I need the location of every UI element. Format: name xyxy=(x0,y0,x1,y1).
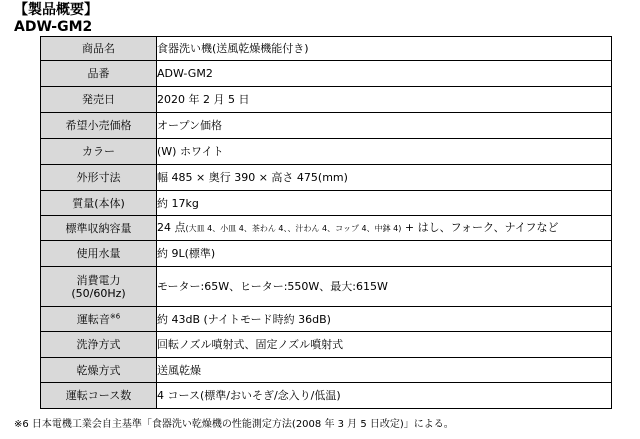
row-value: モーター:65W、ヒーター:550W、最大:615W xyxy=(157,267,612,307)
table-row xyxy=(41,383,612,409)
table-row xyxy=(41,191,612,216)
capacity-extras: + はし、フォーク、ナイフなど xyxy=(401,221,559,234)
power-frequency-label: (50/60Hz) xyxy=(71,286,126,300)
row-value: ADW-GM2 xyxy=(157,61,612,87)
noise-label: 運転音 xyxy=(76,312,110,326)
table-row xyxy=(41,113,612,139)
table-row xyxy=(41,61,612,87)
power-label: 消費電力 xyxy=(76,273,121,287)
row-value: 送風乾燥 xyxy=(157,358,612,383)
row-value: 回転ノズル噴射式、固定ノズル噴射式 xyxy=(157,332,612,358)
row-label: 乾燥方式 xyxy=(41,358,157,383)
row-label: 使用水量 xyxy=(41,241,157,267)
table-row xyxy=(41,267,612,307)
table-row xyxy=(41,139,612,165)
row-label xyxy=(41,307,157,332)
row-value: 4 コース(標準/おいそぎ/念入り/低温) xyxy=(157,383,612,409)
row-label: 質量(本体) xyxy=(41,191,157,216)
table-row xyxy=(41,87,612,113)
table-row xyxy=(41,307,612,332)
model-number-heading: ADW-GM2 xyxy=(14,19,93,35)
table-row xyxy=(41,241,612,267)
row-label: 品番 xyxy=(41,61,157,87)
row-value: 幅 485 × 奥行 390 × 高さ 475(mm) xyxy=(157,165,612,191)
row-label: 標準収納容量 xyxy=(41,216,157,241)
row-value: 食器洗い機(送風乾燥機能付き) xyxy=(157,37,612,61)
table-row xyxy=(41,332,612,358)
row-label: 運転コース数 xyxy=(41,383,157,409)
row-value: (W) ホワイト xyxy=(157,139,612,165)
footnote: ※6 日本電機工業会自主基準「食器洗い乾燥機の性能測定方法(2008 年 3 月 5 日改定)」による。 xyxy=(14,419,454,430)
capacity-breakdown: (大皿 4、小皿 4、茶わん 4、、汁わん 4、コップ 4、中鉢 4) xyxy=(185,224,402,233)
footnote-marker: ※6 xyxy=(109,311,121,320)
table-row xyxy=(41,165,612,191)
spec-table xyxy=(40,36,612,409)
row-value: 2020 年 2 月 5 日 xyxy=(157,87,612,113)
row-label: 商品名 xyxy=(41,37,157,61)
row-label: 外形寸法 xyxy=(41,165,157,191)
row-value: 約 17kg xyxy=(157,191,612,216)
row-value xyxy=(157,216,612,241)
row-value: オープン価格 xyxy=(157,113,612,139)
table-row xyxy=(41,37,612,61)
row-value: 約 43dB (ナイトモード時約 36dB) xyxy=(157,307,612,332)
row-label xyxy=(41,267,157,307)
capacity-count: 24 点 xyxy=(157,221,186,234)
row-label: 発売日 xyxy=(41,87,157,113)
section-heading: 【製品概要】 xyxy=(14,2,98,18)
row-label: 洗浄方式 xyxy=(41,332,157,358)
row-label: カラー xyxy=(41,139,157,165)
row-label: 希望小売価格 xyxy=(41,113,157,139)
table-row xyxy=(41,358,612,383)
row-value: 約 9L(標準) xyxy=(157,241,612,267)
table-row xyxy=(41,216,612,241)
